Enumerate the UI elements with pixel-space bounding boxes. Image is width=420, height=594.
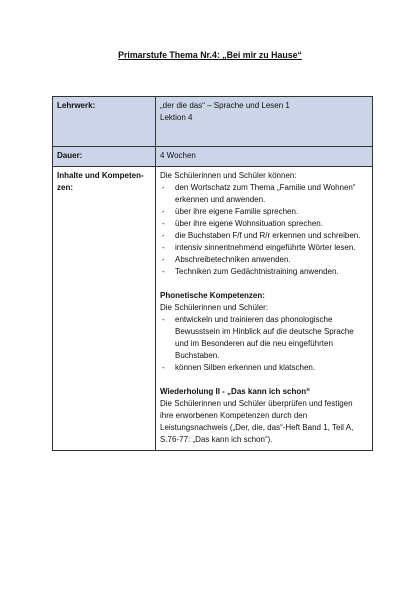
dauer-value: 4 Wochen	[156, 147, 373, 167]
dauer-label: Dauer:	[53, 147, 156, 167]
list-item: - den Wortschatz zum Thema „Familie und Wohnen“ erkennen und anwenden.	[160, 182, 368, 206]
inhalte-intro: Die Schülerinnen und Schüler können:	[160, 171, 297, 180]
list-item: - Techniken zum Gedächtnistraining anwenden.	[160, 266, 368, 278]
list-item: - die Buchstaben F/f und R/r erkennen und schreiben.	[160, 230, 368, 242]
phonetic-intro: Die Schülerinnen und Schüler:	[160, 303, 269, 312]
review-text: Die Schülerinnen und Schüler überprüfen und festigen ihre erworbenen Kompetenzen durch den Leistungsnachweis („Der, die, das“-Heft Band 1, Teil A, S.76-77: „Das kann ich schon“).	[160, 399, 354, 444]
phonetic-heading: Phonetische Kompetenzen:	[160, 291, 265, 300]
row-lehrwerk	[53, 97, 373, 147]
curriculum-table	[52, 96, 373, 451]
lehrwerk-line: Lektion 4	[160, 113, 193, 122]
list-item: - können Silben erkennen und klatschen.	[160, 362, 368, 374]
list-item: - entwickeln und trainieren das phonologische Bewusstsein im Hinblick auf die deutsche Sprache und im Besonderen auf die neu eingeführten Buchstaben.	[160, 314, 368, 362]
phonetic-list	[160, 314, 368, 374]
list-item: - über ihre eigene Wohnsituation sprechen.	[160, 218, 368, 230]
inhalte-label	[53, 167, 156, 451]
lehrwerk-label: Lehrwerk:	[53, 97, 156, 147]
inhalte-label-line: zen:	[57, 183, 73, 192]
lehrwerk-value	[156, 97, 373, 147]
list-item: - über ihre eigene Familie sprechen.	[160, 206, 368, 218]
page-title: Primarstufe Thema Nr.4: „Bei mir zu Hause“	[118, 50, 302, 60]
row-inhalte	[53, 167, 373, 451]
lehrwerk-line: „der die das“ – Sprache und Lesen 1	[160, 101, 290, 110]
row-dauer	[53, 147, 373, 167]
list-item: - Abschreibetechniken anwenden.	[160, 254, 368, 266]
inhalte-content	[156, 167, 373, 451]
inhalte-label-line: Inhalte und Kompeten-	[57, 171, 144, 180]
competence-list	[160, 182, 368, 278]
list-item: - intensiv sinnentnehmend eingeführte Wörter lesen.	[160, 242, 368, 254]
review-heading: Wiederholung II - „Das kann ich schon“	[160, 387, 311, 396]
